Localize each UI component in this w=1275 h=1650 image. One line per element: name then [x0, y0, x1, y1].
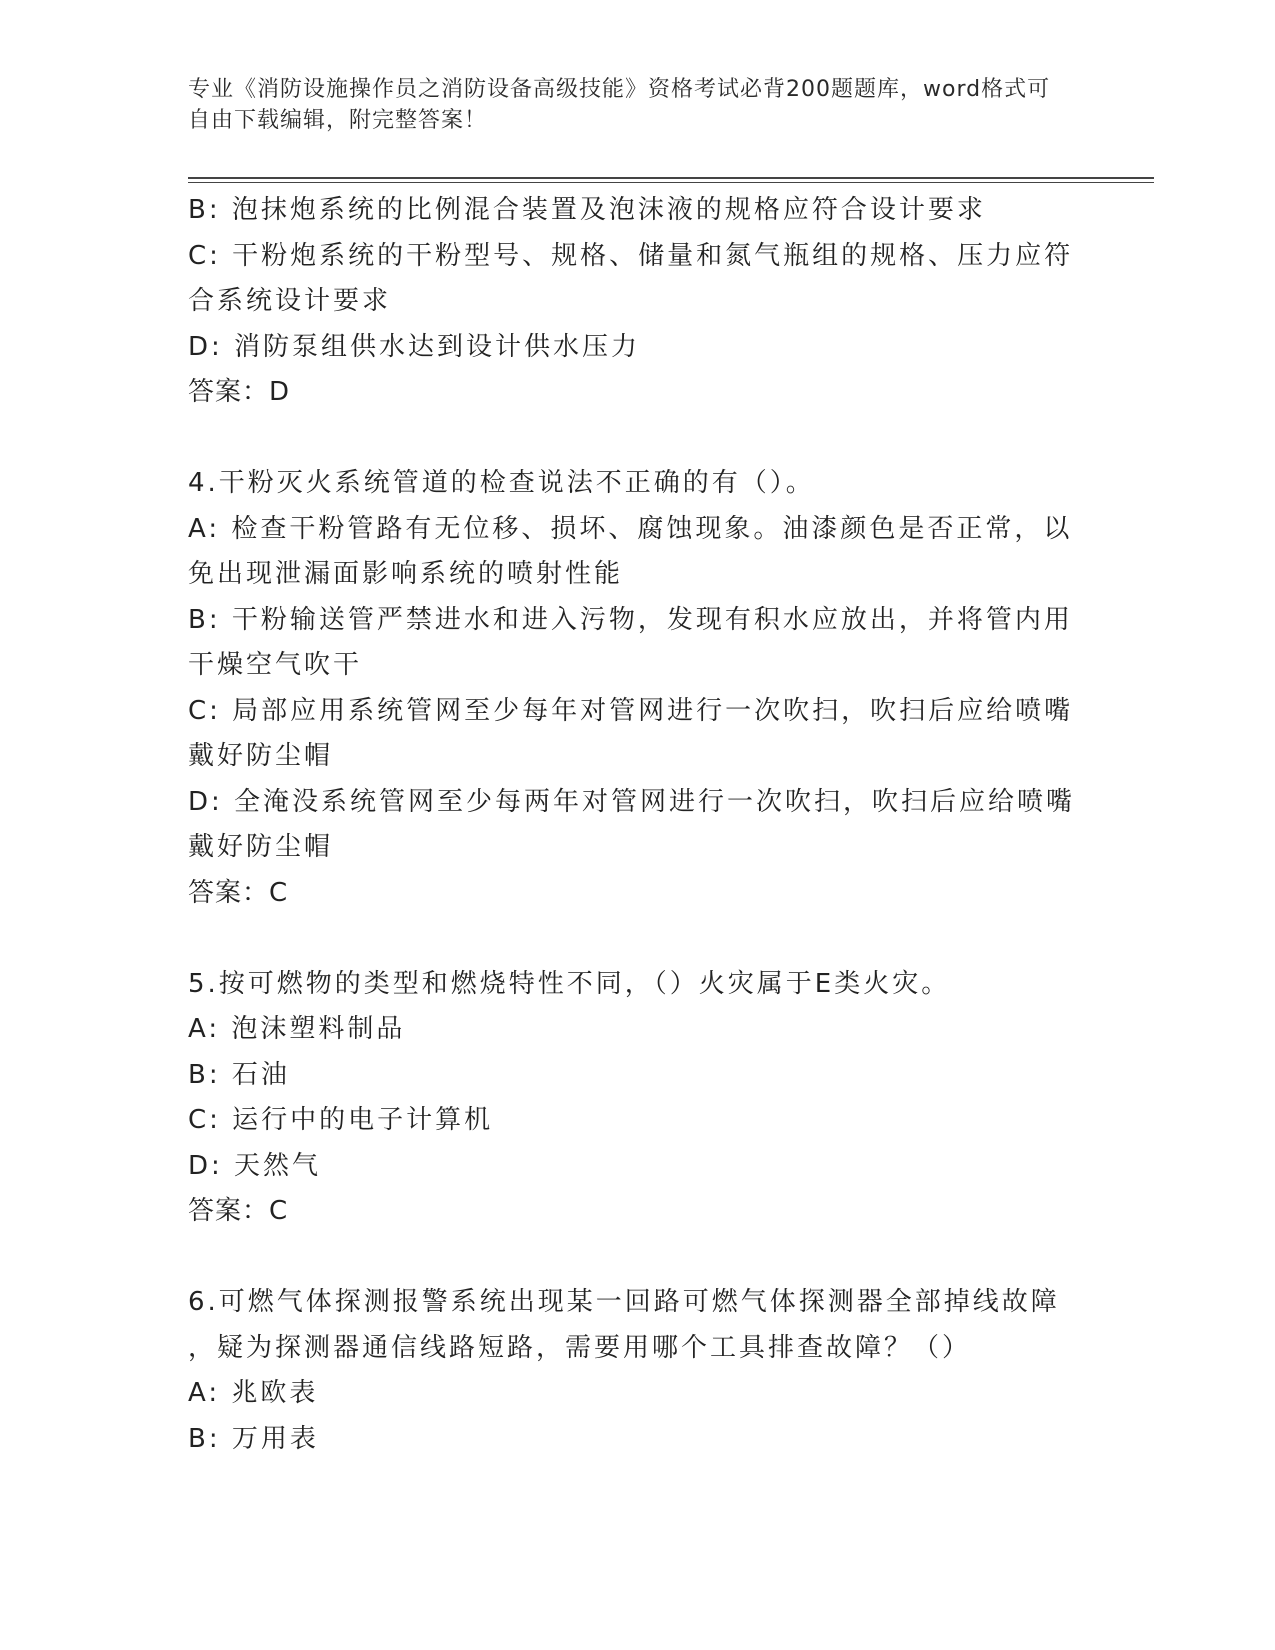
spacer	[188, 1235, 1088, 1281]
q5-option-b: B: 石油	[188, 1059, 290, 1090]
q4-option-a-line2: 免出现泄漏面影响系统的喷射性能	[188, 559, 624, 589]
q3-option-b: B: 泡抹炮系统的比例混合装置及泡沫液的规格应符合设计要求	[188, 195, 986, 225]
document-header: 专业《消防设施操作员之消防设备高级技能》资格考试必背200题题库，word格式可自由下载编辑，附完整答案！	[188, 77, 1051, 133]
question-6	[188, 1280, 1088, 1462]
q6-stem-line1: 6.可燃气体探测报警系统出现某一回路可燃气体探测器全部掉线故障	[188, 1287, 1060, 1317]
q5-option-c: C: 运行中的电子计算机	[188, 1105, 494, 1135]
q6-stem-line2: ，疑为探测器通信线路短路，需要用哪个工具排查故障？（）	[188, 1332, 972, 1363]
header-rule-thick	[188, 177, 1154, 179]
q3-option-c-line1: C: 干粉炮系统的干粉型号、规格、储量和氮气瓶组的规格、压力应符	[188, 240, 1074, 271]
q4-option-c-line2: 戴好防尘帽	[188, 741, 334, 771]
q5-stem: 5.按可燃物的类型和燃烧特性不同，（）火灾属于E类火灾。	[188, 968, 951, 999]
question-3-tail	[188, 188, 1088, 416]
spacer	[188, 916, 1088, 962]
q4-option-d-line2: 戴好防尘帽	[188, 832, 334, 862]
q5-option-d: D: 天然气	[188, 1150, 322, 1181]
q3-answer: 答案：D	[188, 377, 291, 407]
q6-option-a: A: 兆欧表	[188, 1378, 319, 1408]
q4-option-c-line1: C: 局部应用系统管网至少每年对管网进行一次吹扫，吹扫后应给喷嘴	[188, 695, 1074, 726]
q4-option-d-line1: D: 全淹没系统管网至少每两年对管网进行一次吹扫，吹扫后应给喷嘴	[188, 786, 1076, 817]
spacer	[188, 416, 1088, 462]
q4-stem: 4.干粉灭火系统管道的检查说法不正确的有（）。	[188, 468, 815, 498]
question-4	[188, 461, 1088, 916]
q5-option-a: A: 泡沫塑料制品	[188, 1014, 406, 1044]
q3-option-d: D: 消防泵组供水达到设计供水压力	[188, 331, 641, 362]
q4-answer: 答案：C	[188, 877, 289, 908]
question-5	[188, 962, 1088, 1235]
header-rule-thin	[188, 182, 1154, 183]
q4-option-b-line2: 干燥空气吹干	[188, 650, 363, 680]
question-content	[188, 188, 1088, 1462]
q4-option-a-line1: A: 检查干粉管路有无位移、损坏、腐蚀现象。油漆颜色是否正常，以	[188, 513, 1073, 544]
q4-option-b-line1: B: 干粉输送管严禁进水和进入污物，发现有积水应放出，并将管内用	[188, 604, 1073, 635]
q6-option-b: B: 万用表	[188, 1423, 319, 1454]
q3-option-c-line2: 合系统设计要求	[188, 286, 392, 316]
q5-answer: 答案：C	[188, 1196, 289, 1226]
